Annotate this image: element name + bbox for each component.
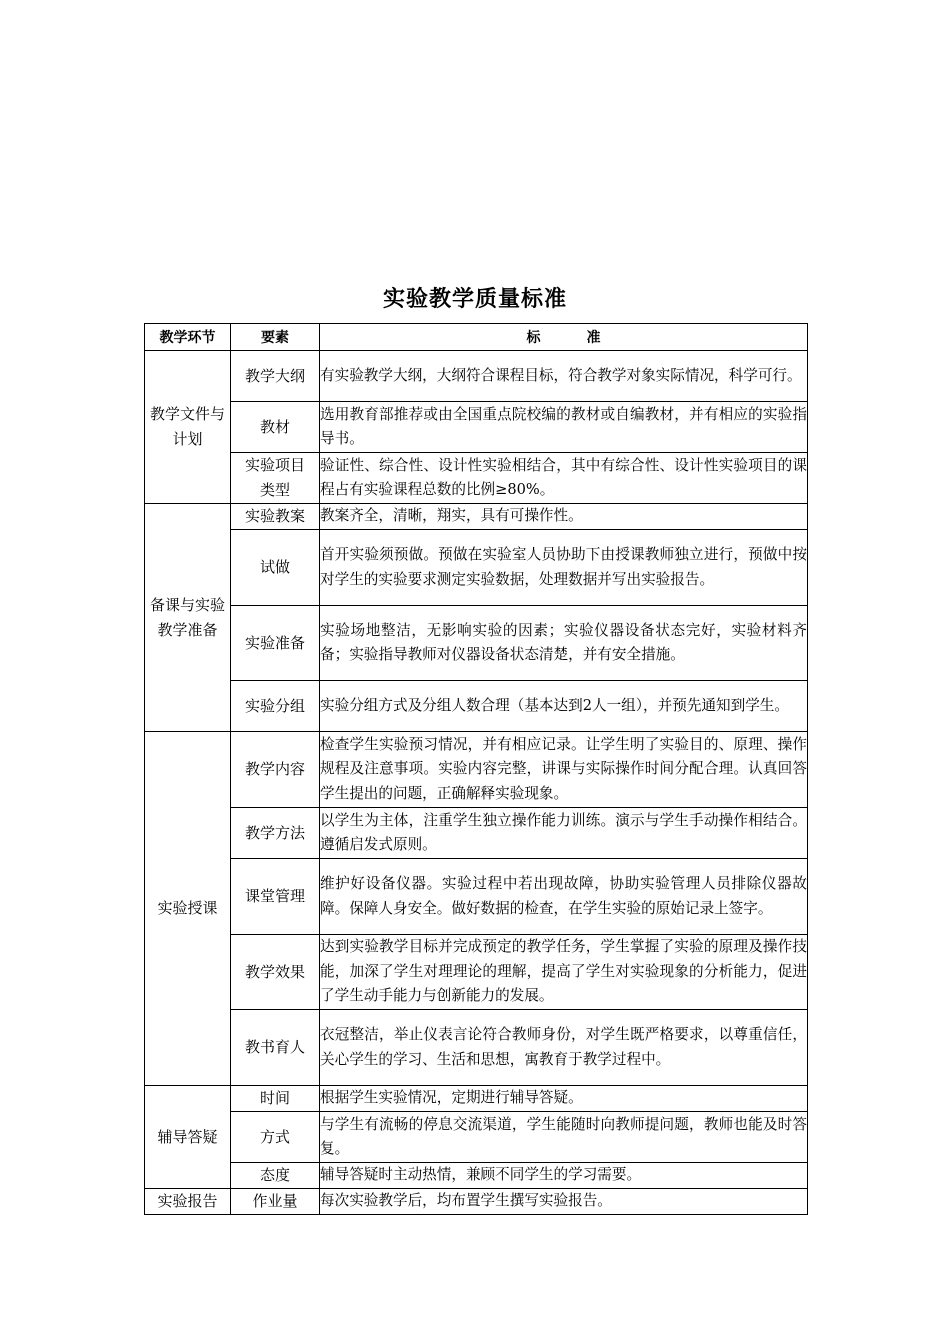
element-cell: 试做 — [231, 530, 320, 606]
table-row — [145, 453, 808, 504]
table-row — [145, 859, 808, 935]
stage-cell-lecturing: 实验授课 — [145, 732, 231, 1086]
table-header-row — [145, 324, 808, 351]
table-row — [145, 1086, 808, 1112]
standard-cell: 达到实验教学目标并完成预定的教学任务，学生掌握了实验的原理及操作技能，加深了学生对理理论的理解，提高了学生对实验现象的分析能力，促进了学生动手能力与创新能力的发展。 — [320, 935, 808, 1010]
element-cell: 态度 — [231, 1163, 320, 1189]
element-cell: 课堂管理 — [231, 859, 320, 935]
header-stage: 教学环节 — [145, 324, 231, 351]
table-row — [145, 808, 808, 859]
table-row — [145, 402, 808, 453]
table-row — [145, 504, 808, 530]
element-cell: 实验项目类型 — [231, 453, 320, 504]
standard-cell: 检查学生实验预习情况，并有相应记录。让学生明了实验目的、原理、操作规程及注意事项。实验内容完整，讲课与实际操作时间分配合理。认真回答学生提出的问题，正确解释实验现象。 — [320, 732, 808, 808]
stage-cell-preparation: 备课与实验教学准备 — [145, 504, 231, 732]
header-element: 要素 — [231, 324, 320, 351]
table-row — [145, 1189, 808, 1215]
quality-standard-table — [144, 323, 808, 1215]
element-cell: 时间 — [231, 1086, 320, 1112]
document-title: 实验教学质量标准 — [382, 287, 567, 312]
standard-cell: 辅导答疑时主动热情，兼顾不同学生的学习需要。 — [320, 1163, 808, 1189]
element-cell: 教材 — [231, 402, 320, 453]
element-cell: 教学内容 — [231, 732, 320, 808]
table-row — [145, 351, 808, 402]
table-row — [145, 530, 808, 606]
standard-cell: 根据学生实验情况，定期进行辅导答疑。 — [320, 1086, 808, 1112]
table-row — [145, 935, 808, 1010]
table-row — [145, 732, 808, 808]
element-cell: 实验准备 — [231, 606, 320, 681]
element-cell: 教学大纲 — [231, 351, 320, 402]
table-row — [145, 1163, 808, 1189]
table-row — [145, 1010, 808, 1086]
element-cell: 教学效果 — [231, 935, 320, 1010]
standard-cell: 实验场地整洁，无影响实验的因素；实验仪器设备状态完好，实验材料齐备；实验指导教师对仪器设备状态清楚，并有安全措施。 — [320, 606, 808, 681]
element-cell: 教书育人 — [231, 1010, 320, 1086]
standard-cell: 以学生为主体，注重学生独立操作能力训练。演示与学生手动操作相结合。遵循启发式原则。 — [320, 808, 808, 859]
standard-cell: 每次实验教学后，均布置学生撰写实验报告。 — [320, 1189, 808, 1215]
standard-cell: 衣冠整洁，举止仪表言论符合教师身份，对学生既严格要求，以尊重信任，关心学生的学习、生活和思想，寓教育于教学过程中。 — [320, 1010, 808, 1086]
element-cell: 教学方法 — [231, 808, 320, 859]
element-cell: 实验教案 — [231, 504, 320, 530]
standard-cell: 教案齐全，清晰，翔实，具有可操作性。 — [320, 504, 808, 530]
header-standard: 标 准 — [320, 324, 808, 351]
stage-cell-tutoring: 辅导答疑 — [145, 1086, 231, 1189]
table-row — [145, 681, 808, 732]
element-cell: 方式 — [231, 1112, 320, 1163]
standard-cell: 有实验教学大纲，大纲符合课程目标，符合教学对象实际情况，科学可行。 — [320, 351, 808, 402]
standard-cell: 实验分组方式及分组人数合理（基本达到2人一组），并预先通知到学生。 — [320, 681, 808, 732]
table-row — [145, 1112, 808, 1163]
standard-cell: 维护好设备仪器。实验过程中若出现故障，协助实验管理人员排除仪器故障。保障人身安全。做好数据的检查，在学生实验的原始记录上签字。 — [320, 859, 808, 935]
element-cell: 作业量 — [231, 1189, 320, 1215]
standard-cell: 验证性、综合性、设计性实验相结合，其中有综合性、设计性实验项目的课程占有实验课程总数的比例≥80%。 — [320, 453, 808, 504]
standard-cell: 与学生有流畅的停息交流渠道，学生能随时向教师提问题，教师也能及时答复。 — [320, 1112, 808, 1163]
standard-cell: 选用教育部推荐或由全国重点院校编的教材或自编教材，并有相应的实验指导书。 — [320, 402, 808, 453]
stage-cell-report: 实验报告 — [145, 1189, 231, 1215]
stage-cell-teaching-docs: 教学文件与计划 — [145, 351, 231, 504]
element-cell: 实验分组 — [231, 681, 320, 732]
table-row — [145, 606, 808, 681]
standard-cell: 首开实验须预做。预做在实验室人员协助下由授课教师独立进行，预做中按对学生的实验要求测定实验数据，处理数据并写出实验报告。 — [320, 530, 808, 606]
